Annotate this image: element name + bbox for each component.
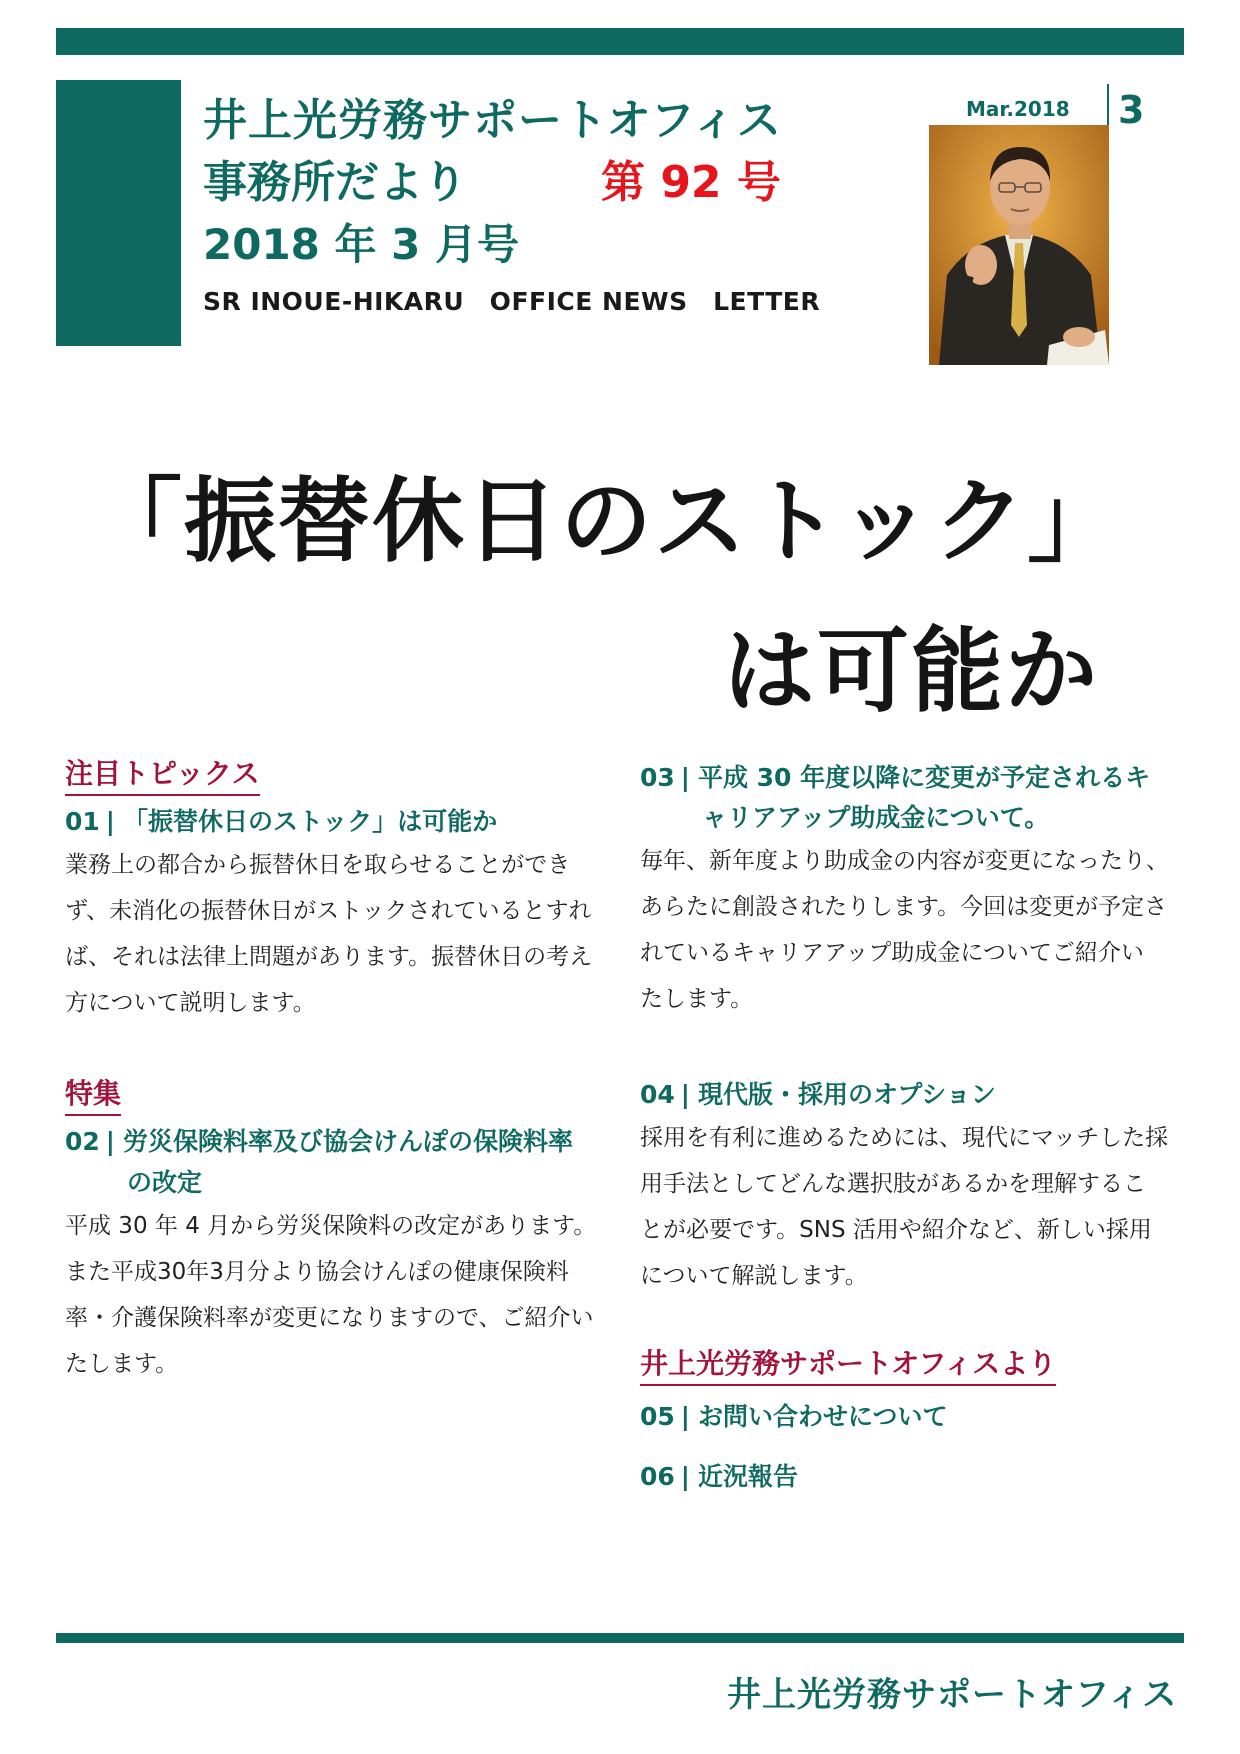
topic-04-body-line: について解説します。 xyxy=(640,1263,868,1289)
category-featured-topics: 注目トピックス xyxy=(65,752,260,796)
page-number: 3 xyxy=(1118,88,1145,132)
topic-05-title: お問い合わせについて xyxy=(697,1402,948,1431)
topic-05-number: 05 xyxy=(640,1402,675,1431)
topic-01-title: 「振替休日のストック」は可能か xyxy=(122,807,498,836)
category-from-office: 井上光労務サポートオフィスより xyxy=(640,1342,1056,1386)
topic-03-title-continued: ャリアアップ助成金について。 xyxy=(702,803,1050,832)
portrait-illustration xyxy=(929,125,1109,365)
topic-04-body-line: とが必要です。SNS 活用や紹介など、新しい採用 xyxy=(640,1217,1152,1243)
topic-03-body-line: 毎年、新年度より助成金の内容が変更になったり、 xyxy=(640,848,1169,874)
topic-05-heading: 05 | お問い合わせについて xyxy=(640,1402,948,1431)
topic-01-number: 01 xyxy=(65,807,100,836)
main-headline-line1: 「振替休日のストック」 xyxy=(90,468,1122,575)
topic-03-body-line: たします。 xyxy=(640,986,754,1012)
topic-04-heading: 04 | 現代版・採用のオプション xyxy=(640,1080,996,1109)
masthead-newsletter-title: 事務所だより xyxy=(203,157,467,208)
topic-04-body-line: 採用を有利に進めるためには、現代にマッチした採 xyxy=(640,1125,1169,1151)
category-special: 特集 xyxy=(65,1072,121,1116)
topic-02-body xyxy=(65,1203,596,1387)
topic-01-body-line: ず、未消化の振替休日がストックされているとすれ xyxy=(65,898,592,924)
main-headline-line2: は可能か xyxy=(723,618,1100,725)
topic-03-body xyxy=(640,838,1169,1022)
masthead-english-title: SR INOUE-HIKARU OFFICE NEWS LETTER xyxy=(203,287,821,316)
topic-06-heading: 06 | 近況報告 xyxy=(640,1462,798,1491)
masthead-issue-date: 2018 年 3 月号 xyxy=(203,220,519,269)
portrait-photo xyxy=(929,125,1109,365)
masthead-office-name: 井上光労務サポートオフィス xyxy=(203,95,782,146)
topic-02-title: 労災保険料率及び協会けんぽの保険料率 xyxy=(122,1127,573,1156)
topic-03-number: 03 xyxy=(640,763,675,792)
topic-01-body-line: ば、それは法律上問題があります。振替休日の考え xyxy=(65,944,593,970)
topic-03-body-line: れているキャリアアップ助成金についてご紹介い xyxy=(640,940,1144,966)
topic-04-body xyxy=(640,1115,1168,1299)
topic-04-title: 現代版・採用のオプション xyxy=(697,1080,996,1109)
topic-01-heading: 01 | 「振替休日のストック」は可能か xyxy=(65,807,498,836)
topic-02-number: 02 xyxy=(65,1127,100,1156)
topic-02-body-line: 率・介護保険料率が変更になりますので、ご紹介い xyxy=(65,1305,594,1331)
topic-01-body xyxy=(65,842,592,1026)
topic-03-heading: 03 | 平成 30 年度以降に変更が予定されるキ xyxy=(640,763,1151,792)
topic-02-body-line: また平成30年3月分より協会けんぽの健康保険料 xyxy=(65,1259,569,1285)
topic-02-heading: 02 | 労災保険料率及び協会けんぽの保険料率 xyxy=(65,1127,573,1156)
topic-06-title: 近況報告 xyxy=(697,1462,798,1491)
topic-04-body-line: 用手法としてどんな選択肢があるかを理解するこ xyxy=(640,1171,1146,1197)
masthead-side-block xyxy=(56,80,181,346)
topic-02-body-line: たします。 xyxy=(65,1351,179,1377)
top-accent-bar xyxy=(56,28,1184,55)
topic-01-body-line: 方について説明します。 xyxy=(65,990,316,1016)
bottom-accent-bar xyxy=(56,1633,1184,1643)
date-tag: Mar.2018 xyxy=(966,97,1070,121)
topic-03-title: 平成 30 年度以降に変更が予定されるキ xyxy=(697,763,1151,792)
topic-02-title-continued: の改定 xyxy=(127,1168,203,1197)
topic-02-body-line: 平成 30 年 4 月から労災保険料の改定があります。 xyxy=(65,1213,597,1239)
topic-03-body-line: あらたに創設されたりします。今回は変更が予定さ xyxy=(640,894,1168,920)
topic-04-number: 04 xyxy=(640,1080,675,1109)
masthead-issue-number: 第 92 号 xyxy=(601,157,781,208)
footer-office-name: 井上光労務サポートオフィス xyxy=(727,1675,1178,1715)
topic-06-number: 06 xyxy=(640,1462,675,1491)
topic-01-body-line: 業務上の都合から振替休日を取らせることができ xyxy=(65,852,571,878)
